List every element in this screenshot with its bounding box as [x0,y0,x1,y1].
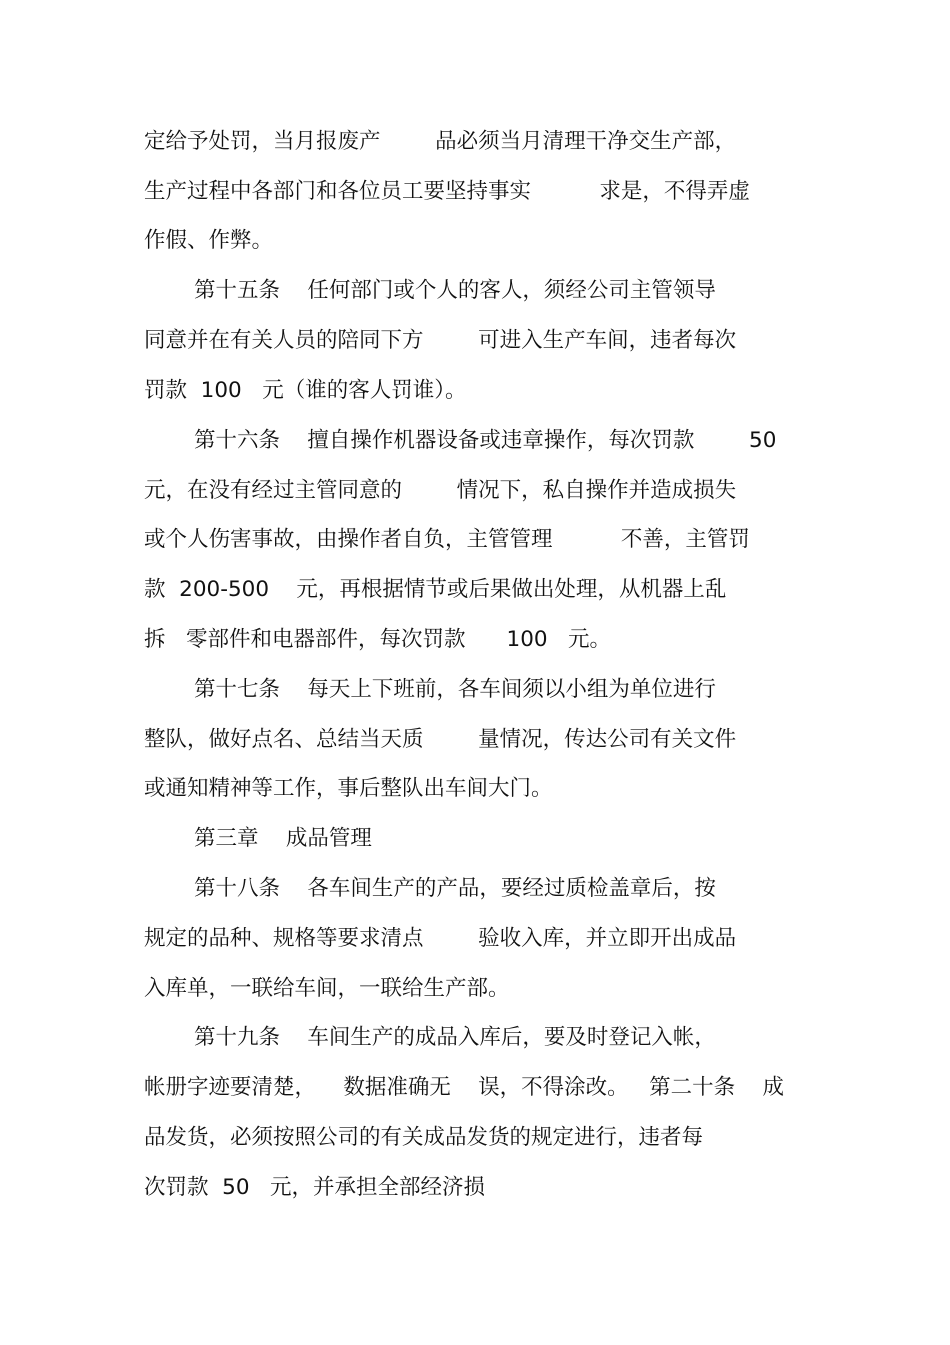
text-line: 品发货，必须按照公司的有关成品发货的规定进行，违者每 [144,1125,704,1150]
text-line: 同意并在有关人员的陪同下方 可进入生产车间，违者每次 [144,328,737,353]
article-19-heading-line: 第十九条 车间生产的成品入库后，要及时登记入帐， [194,1025,716,1050]
text-line: 次罚款 50 元，并承担全部经济损 [144,1175,486,1200]
text-line: 规定的品种、规格等要求清点 验收入库，并立即开出成品 [144,926,737,951]
text-line: 帐册字迹要清楚， 数据准确无 误，不得涂改。 第二十条 成 [144,1075,785,1100]
chapter-3-heading: 第三章 成品管理 [194,826,372,851]
text-line: 整队，做好点名、总结当天质 量情况，传达公司有关文件 [144,727,737,752]
article-15-heading-line: 第十五条 任何部门或个人的客人，须经公司主管领导 [194,278,716,303]
text-line: 或通知精神等工作，事后整队出车间大门。 [144,776,553,801]
text-line: 罚款 100 元（谁的客人罚谁）。 [144,378,467,403]
article-18-heading-line: 第十八条 各车间生产的产品，要经过质检盖章后，按 [194,876,716,901]
text-line: 款 200-500 元，再根据情节或后果做出处理，从机器上乱 [144,577,727,602]
text-line: 元，在没有经过主管同意的 情况下，私自操作并造成损失 [144,478,737,503]
text-line: 拆 零部件和电器部件，每次罚款 100 元。 [144,627,612,652]
text-line: 入库单，一联给车间，一联给生产部。 [144,976,510,1001]
article-16-heading-line: 第十六条 擅自操作机器设备或违章操作，每次罚款 50 [194,428,777,453]
text-line: 生产过程中各部门和各位员工要坚持事实 求是，不得弄虚 [144,179,750,204]
text-line: 或个人伤害事故，由操作者自负，主管管理 不善，主管罚 [144,527,750,552]
article-17-heading-line: 第十七条 每天上下班前，各车间须以小组为单位进行 [194,677,716,702]
text-line: 定给予处罚，当月报废产 品必须当月清理干净交生产部， [144,129,737,154]
text-line: 作假、作弊。 [144,228,274,253]
